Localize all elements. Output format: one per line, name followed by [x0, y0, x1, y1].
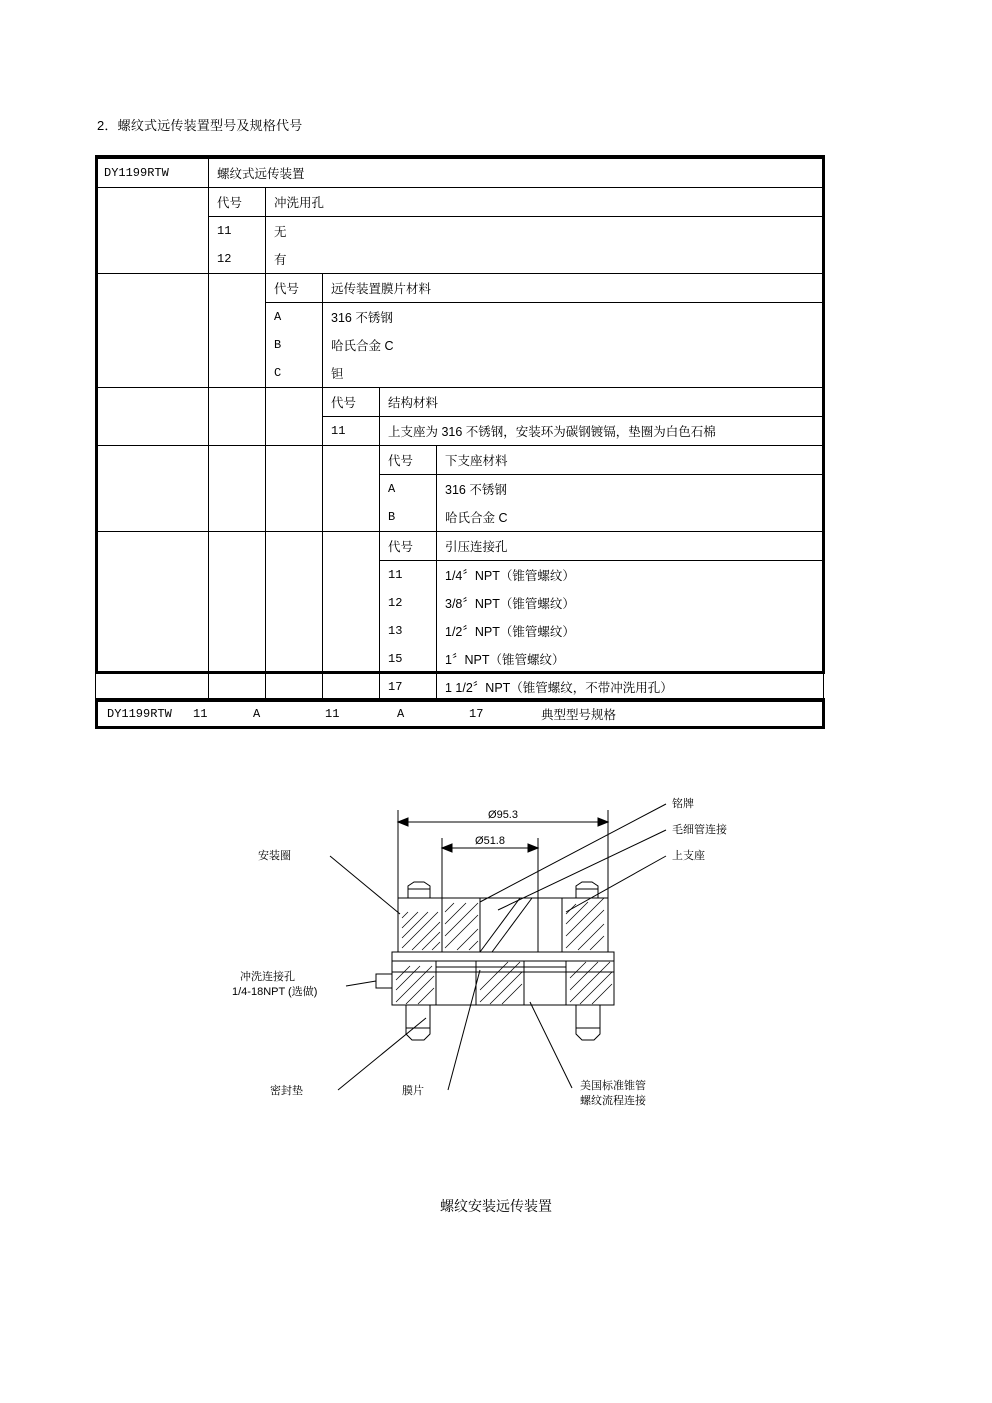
section-5-row-3-desc: 1〞NPT（锥管螺纹）: [437, 645, 824, 673]
section-5-row-1-desc: 3/8〞NPT（锥管螺纹）: [437, 589, 824, 617]
section-1-row-0-desc: 无: [266, 217, 824, 246]
section-2-row-0-desc: 316 不锈钢: [323, 303, 824, 332]
model-name-cell: 螺纹式远传装置: [209, 159, 824, 188]
table-row: [96, 274, 824, 303]
section-2-header-desc: 远传装置膜片材料: [323, 274, 824, 303]
label-seal-gasket: 密封垫: [270, 1085, 303, 1097]
table-row: [96, 188, 824, 217]
example-code-5: 17: [469, 706, 484, 721]
table-row: [96, 388, 824, 417]
section-5-row-0-code: 11: [380, 561, 437, 590]
label-flush-port-line1: 冲洗连接孔: [240, 971, 295, 983]
section-4-row-1-code: B: [380, 503, 437, 532]
table-row: [96, 532, 824, 561]
section-5-row-4-desc: 1 1/2〞NPT（锥管螺纹，不带冲洗用孔）: [437, 673, 824, 702]
section-3-row-0-desc: 上支座为 316 不锈钢，安装环为碳钢镀镉，垫圈为白色石棉: [380, 417, 824, 446]
section-5-row-2-code: 13: [380, 617, 437, 645]
section-2-row-1-desc: 哈氏合金 C: [323, 331, 824, 359]
spacer-cell: [96, 274, 209, 388]
section-4-row-0-code: A: [380, 475, 437, 504]
section-3-header-code: 代号: [323, 388, 380, 417]
spacer-cell: [323, 446, 380, 532]
spacer-cell: [266, 388, 323, 446]
spacer-cell: [96, 532, 209, 702]
section-4-row-1-desc: 哈氏合金 C: [437, 503, 824, 532]
section-4-header-desc: 下支座材料: [437, 446, 824, 475]
section-5-row-1-code: 12: [380, 589, 437, 617]
label-capillary: 毛细管连接: [672, 824, 727, 836]
section-2-row-0-code: A: [266, 303, 323, 332]
model-code-cell: DY1199RTW: [96, 159, 209, 188]
spacer-cell: [96, 446, 209, 532]
section-4-row-0-desc: 316 不锈钢: [437, 475, 824, 504]
example-code-1: 11: [193, 706, 208, 721]
spec-table: [95, 158, 824, 702]
section-2-row-2-desc: 钽: [323, 359, 824, 388]
spacer-cell: [96, 388, 209, 446]
label-npt-connection-line1: 美国标准锥管: [580, 1080, 646, 1092]
section-5-header-code: 代号: [380, 532, 437, 561]
section-1-header-code: 代号: [209, 188, 266, 217]
section-2-row-1-code: B: [266, 331, 323, 359]
label-nameplate: 铭牌: [672, 798, 694, 810]
section-5-header-desc: 引压连接孔: [437, 532, 824, 561]
section-3-row-0-code: 11: [323, 417, 380, 446]
section-5-row-0-desc: 1/4〞NPT（锥管螺纹）: [437, 561, 824, 590]
drawing-caption: 螺纹安装远传装置: [440, 1198, 552, 1214]
label-mounting-ring: 安装圈: [258, 850, 291, 862]
dimension-inner-label: Ø51.8: [475, 835, 505, 847]
spacer-cell: [96, 188, 209, 274]
section-2-header-code: 代号: [266, 274, 323, 303]
spacer-cell: [209, 446, 266, 532]
section-4-header-code: 代号: [380, 446, 437, 475]
section-1-row-0-code: 11: [209, 217, 266, 246]
example-row-label: 典型型号规格: [541, 707, 617, 722]
spacer-cell: [209, 388, 266, 446]
example-model-row: [95, 698, 825, 729]
section-1-row-1-code: 12: [209, 245, 266, 274]
section-1-row-1-desc: 有: [266, 245, 824, 274]
spacer-cell: [266, 532, 323, 702]
section-2-row-2-code: C: [266, 359, 323, 388]
example-code-4: A: [397, 706, 405, 721]
section-3-header-desc: 结构材料: [380, 388, 824, 417]
label-flush-port-line2: 1/4-18NPT (选做): [232, 986, 318, 998]
example-code-3: 11: [325, 706, 340, 721]
assembly-drawing: [180, 790, 820, 1170]
spacer-cell: [323, 532, 380, 702]
dimension-outer-label: Ø95.3: [488, 809, 518, 821]
spacer-cell: [209, 274, 266, 388]
spacer-cell: [266, 446, 323, 532]
example-model-code: DY1199RTW: [107, 706, 172, 721]
spacer-cell: [209, 532, 266, 702]
example-code-2: A: [253, 706, 261, 721]
table-row: [96, 446, 824, 475]
label-npt-connection-line2: 螺纹流程连接: [580, 1095, 646, 1107]
table-row: [96, 159, 824, 188]
label-diaphragm: 膜片: [402, 1085, 424, 1097]
section-1-header-desc: 冲洗用孔: [266, 188, 824, 217]
section-5-row-3-code: 15: [380, 645, 437, 673]
assembly-drawing-svg: [180, 790, 820, 1170]
label-upper-seat: 上支座: [672, 850, 705, 862]
page-heading: 2．螺纹式远传装置型号及规格代号: [97, 118, 303, 133]
section-5-row-4-code: 17: [380, 673, 437, 702]
section-5-row-2-desc: 1/2〞NPT（锥管螺纹）: [437, 617, 824, 645]
